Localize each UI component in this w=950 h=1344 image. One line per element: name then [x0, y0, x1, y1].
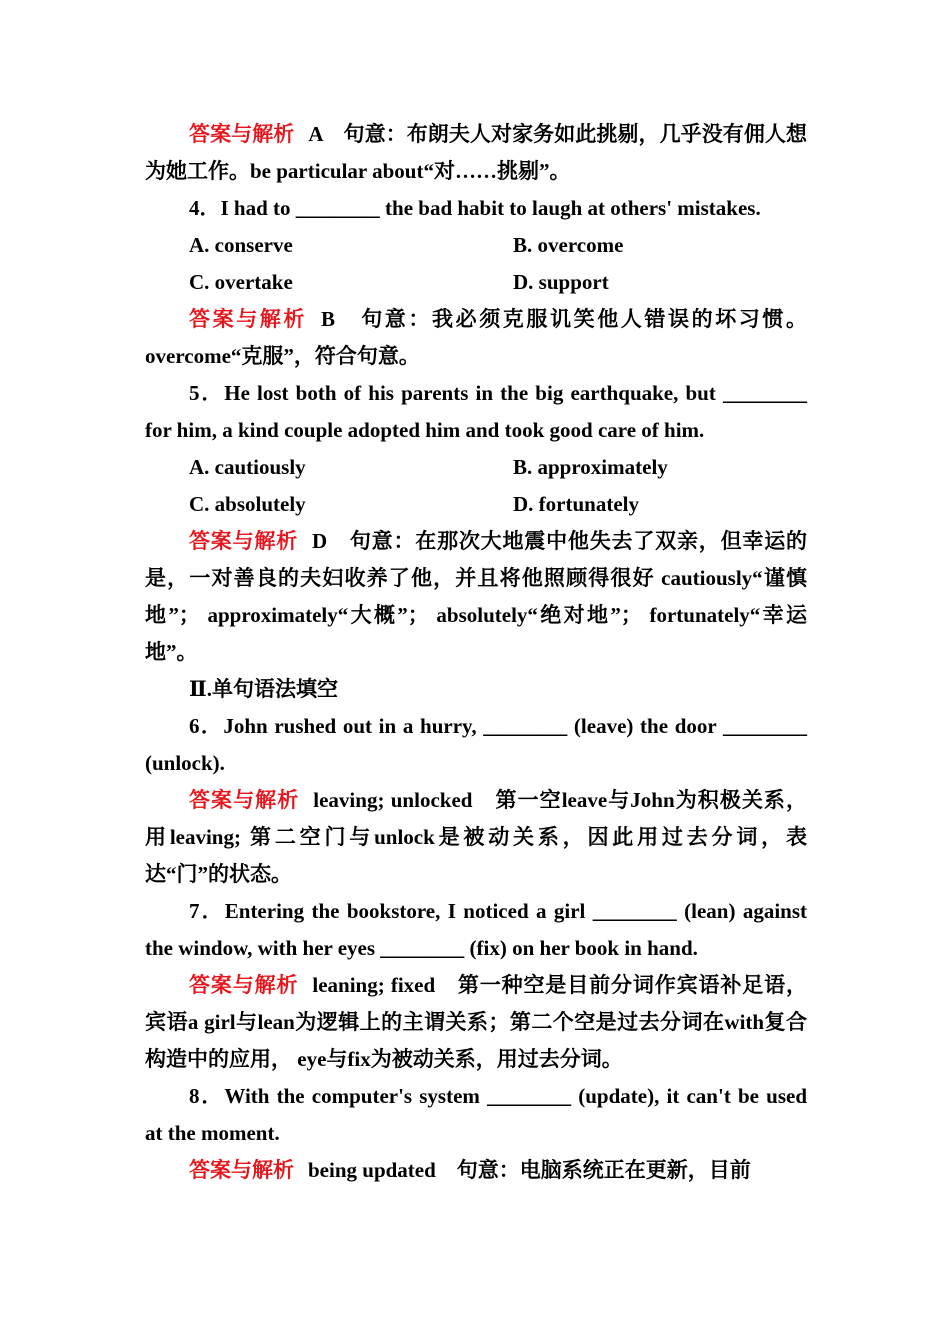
answer-text: being updated 句意：电脑系统正在更新，目前: [308, 1158, 751, 1182]
answer-label: 答案与解析: [189, 307, 307, 331]
answer-text: leaning; fixed 第一种空是目前分词作宾语补足语，宾语a girl与lean为逻辑上的主谓关系；第二个空是过去分词在with复合构造中的应用， eye与fix为被动关系，用过去分词。: [145, 973, 808, 1071]
answer-paragraph: [145, 301, 807, 375]
option-b: B. approximately: [513, 455, 668, 479]
answer-label: 答案与解析: [189, 788, 300, 812]
question-7: 7．Entering the bookstore, I noticed a girl ________ (lean) against the window, with her eyes ________ (fix) on her book in hand.: [145, 899, 807, 960]
answer-text: A 句意：布朗夫人对家务如此挑剔，几乎没有佣人想为她工作。be particular about“对……挑剔”。: [145, 122, 807, 183]
option-d: D. support: [513, 270, 609, 294]
option-a: A. conserve: [189, 233, 293, 257]
question-8: 8．With the computer's system ________ (update), it can't be used at the moment.: [145, 1084, 807, 1145]
answer-label: 答案与解析: [189, 973, 299, 997]
answer-label: 答案与解析: [189, 122, 295, 146]
answer-paragraph: [145, 116, 807, 190]
option-c: C. overtake: [189, 270, 293, 294]
answer-paragraph: [145, 967, 807, 1078]
answer-text: leaving; unlocked 第一空leave与John为积极关系，用leaving; 第二空门与unlock是被动关系，因此用过去分词，表达“门”的状态。: [145, 788, 807, 886]
option-d: D. fortunately: [513, 492, 639, 516]
option-b: B. overcome: [513, 233, 624, 257]
option-c: C. absolutely: [189, 492, 306, 516]
document-content: [145, 116, 807, 1189]
answer-paragraph: [145, 523, 807, 671]
answer-label: 答案与解析: [189, 1158, 294, 1182]
options-row: [145, 449, 807, 486]
question-5: 5．He lost both of his parents in the big earthquake, but ________ for him, a kind couple adopted him and took good care of him.: [145, 381, 807, 442]
answer-paragraph: [145, 782, 807, 893]
options-row: [145, 486, 807, 523]
question-6: 6．John rushed out in a hurry, ________ (leave) the door ________ (unlock).: [145, 714, 807, 775]
options-row: [145, 264, 807, 301]
answer-label: 答案与解析: [189, 529, 299, 553]
question-4: 4．I had to ________ the bad habit to laugh at others' mistakes.: [189, 196, 761, 220]
answer-paragraph: [145, 1152, 807, 1189]
answer-text: D 句意：在那次大地震中他失去了双亲，但幸运的是，一对善良的夫妇收养了他，并且将他照顾得很好 cautiously“谨慎地”； approximately“大概”； absolutely“绝对地”； fortunately“幸运地”。: [145, 529, 807, 664]
option-a: A. cautiously: [189, 455, 306, 479]
options-row: [145, 227, 807, 264]
answer-text: B 句意：我必须克服讥笑他人错误的坏习惯。overcome“克服”，符合句意。: [145, 307, 807, 368]
section-heading: Ⅱ.单句语法填空: [189, 677, 338, 701]
